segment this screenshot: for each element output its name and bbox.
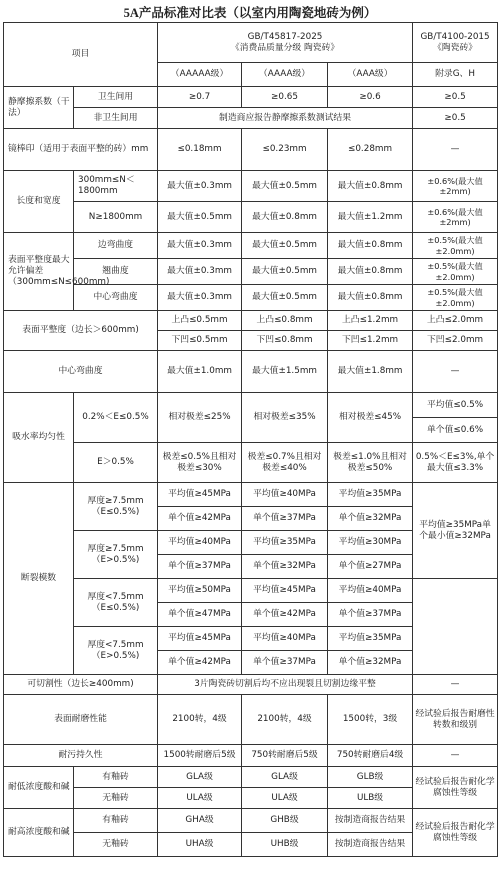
cell: 最大值±0.8mm [242, 202, 328, 233]
cell: 最大值±0.8mm [328, 171, 413, 202]
table-row [4, 675, 498, 695]
sub-label: 非卫生间用 [74, 108, 158, 129]
cell: UHA级 [158, 833, 242, 857]
sub-label: 中心弯曲度 [74, 285, 158, 311]
cell: 平均值≥35MPa单个最小值≥32MPa [413, 483, 498, 579]
cell: GHB级 [242, 809, 328, 833]
cell: 平均值≥45MPa [158, 483, 242, 507]
cell: 最大值±0.8mm [328, 233, 413, 259]
cell: 最大值±0.3mm [158, 285, 242, 311]
cell: 下凹≤1.2mm [328, 331, 413, 351]
cell: ≤0.18mm [158, 129, 242, 171]
sub-label: N≥1800mm [74, 202, 158, 233]
sub-label: 卫生间用 [74, 87, 158, 108]
cell: ≥0.6 [328, 87, 413, 108]
cell: 最大值±0.5mm [158, 202, 242, 233]
header-item: 项目 [4, 23, 158, 87]
cell: 单个值≤0.6% [413, 418, 498, 443]
table-row [4, 233, 498, 259]
cell: 0.5%＜E≤3%,单个最大值≤3.3% [413, 443, 498, 483]
cell: 经试验后报告耐化学腐蚀性等级 [413, 767, 498, 809]
cell: 平均值≥40MPa [242, 483, 328, 507]
header-standard-old [413, 23, 498, 63]
table-row [4, 311, 498, 331]
cell: 750转耐磨后5级 [242, 745, 328, 767]
sub-label: 无釉砖 [74, 788, 158, 809]
cell: UHB级 [242, 833, 328, 857]
cell: GLA级 [158, 767, 242, 788]
cell: 750转耐磨后4级 [328, 745, 413, 767]
cell: 最大值±1.8mm [328, 351, 413, 393]
row-label-static-friction: 静摩擦系数（干法） [4, 87, 74, 129]
cell: ≥0.7 [158, 87, 242, 108]
cell: 单个值≥32MPa [328, 507, 413, 531]
document-title: 5A产品标准对比表（以室内用陶瓷地砖为例） [123, 6, 377, 20]
table-row [4, 483, 498, 507]
cell: 1500转，3级 [328, 695, 413, 745]
row-label-high-acid: 耐高浓度酸和碱 [4, 809, 74, 857]
cell: 平均值≥35MPa [328, 627, 413, 651]
cell: 下凹≤2.0mm [413, 331, 498, 351]
cell: ±0.5%(最大值±2.0mm) [413, 233, 498, 259]
cell: 下凹≤0.5mm [158, 331, 242, 351]
sub-label: 厚度≥7.5mm（E≤0.5%) [74, 483, 158, 531]
cell: 相对极差≤45% [328, 393, 413, 443]
cell: 单个值≥37MPa [242, 651, 328, 675]
table-row [4, 745, 498, 767]
cell: 制造商应报告静摩擦系数测试结果 [158, 108, 413, 129]
cell: ±0.6%(最大值±2mm) [413, 202, 498, 233]
row-label-absorption: 吸水率均匀性 [4, 393, 74, 483]
cell: 2100转，4级 [242, 695, 328, 745]
cell: 经试验后报告耐磨性转数和级别 [413, 695, 498, 745]
cell: 最大值±1.5mm [242, 351, 328, 393]
cell: 最大值±0.3mm [158, 259, 242, 285]
cell: 平均值≥35MPa [328, 483, 413, 507]
cell: 平均值≥45MPa [242, 579, 328, 603]
row-label-length-width: 长度和宽度 [4, 171, 74, 233]
cell: 单个值≥37MPa [328, 603, 413, 627]
sub-label: 翘曲度 [74, 259, 158, 285]
cell: 最大值±0.5mm [242, 233, 328, 259]
cell-empty [413, 579, 498, 675]
cell: 单个值≥42MPa [158, 507, 242, 531]
cell: GHA级 [158, 809, 242, 833]
sub-label: 有釉砖 [74, 809, 158, 833]
cell: 极差≤0.7%且相对极差≤40% [242, 443, 328, 483]
cell: 相对极差≤25% [158, 393, 242, 443]
row-label-rupture: 断裂模数 [4, 483, 74, 675]
cell: ≤0.28mm [328, 129, 413, 171]
row-label-low-acid: 耐低浓度酸和碱 [4, 767, 74, 809]
cell: 平均值≤0.5% [413, 393, 498, 418]
grade-annex: 附录G、H [413, 63, 498, 87]
sub-label: 边弯曲度 [74, 233, 158, 259]
sub-label: 无釉砖 [74, 833, 158, 857]
cell: 平均值≥50MPa [158, 579, 242, 603]
cell: 最大值±1.0mm [158, 351, 242, 393]
cell: 平均值≥40MPa [158, 531, 242, 555]
cell: 单个值≥32MPa [328, 651, 413, 675]
sub-label: E＞0.5% [74, 443, 158, 483]
sub-label: 厚度<7.5mm（E>0.5%) [74, 627, 158, 675]
table-row [4, 809, 498, 833]
grade-4a: （AAAA级） [242, 63, 328, 87]
cell: 单个值≥37MPa [158, 555, 242, 579]
cell: 最大值±0.3mm [158, 233, 242, 259]
row-label-flatness-big: 表面平整度（边长＞600mm) [4, 311, 158, 351]
cell: 单个值≥47MPa [158, 603, 242, 627]
cell: 相对极差≤35% [242, 393, 328, 443]
table-row [4, 767, 498, 788]
table-row [4, 579, 498, 603]
cell: 上凸≤2.0mm [413, 311, 498, 331]
table-row [4, 171, 498, 202]
row-label-cuttable: 可切割性（边长≥400mm) [4, 675, 158, 695]
cell: 下凹≤0.8mm [242, 331, 328, 351]
cell: ULB级 [328, 788, 413, 809]
cell: 经试验后报告耐化学腐蚀性等级 [413, 809, 498, 857]
std1-name: 《消费品质量分级 陶瓷砖》 [230, 42, 340, 53]
cell: 最大值±0.5mm [242, 285, 328, 311]
cell: 上凸≤1.2mm [328, 311, 413, 331]
std1-code: GB/T45817-2025 [247, 31, 323, 42]
grade-3a: （AAA级） [328, 63, 413, 87]
row-label-flatness: 表面平整度最大允许偏差（300mm≤N≤600mm) [4, 233, 74, 311]
cell: 平均值≥40MPa [242, 627, 328, 651]
cell: 单个值≥27MPa [328, 555, 413, 579]
cell: 上凸≤0.5mm [158, 311, 242, 331]
cell: ±0.6%(最大值±2mm) [413, 171, 498, 202]
sub-label: 0.2%＜E≤0.5% [74, 393, 158, 443]
cell: 单个值≥42MPa [158, 651, 242, 675]
table-row [4, 285, 498, 311]
cell: 最大值±1.2mm [328, 202, 413, 233]
cell: ≥0.5 [413, 87, 498, 108]
cell: — [413, 675, 498, 695]
cell: 平均值≥35MPa [242, 531, 328, 555]
comparison-table [3, 22, 498, 857]
cell: ULA级 [242, 788, 328, 809]
cell: ≥0.5 [413, 108, 498, 129]
cell: 单个值≥32MPa [242, 555, 328, 579]
row-label-mirror: 镜棒印（适用于表面平整的砖）mm [4, 129, 158, 171]
cell: 上凸≤0.8mm [242, 311, 328, 331]
cell: 最大值±0.8mm [328, 285, 413, 311]
cell: 极差≤1.0%且相对极差≤50% [328, 443, 413, 483]
cell: 最大值±0.3mm [158, 171, 242, 202]
row-label-center-curve: 中心弯曲度 [4, 351, 158, 393]
cell: 最大值±0.8mm [328, 259, 413, 285]
table-row [4, 87, 498, 108]
cell: ≤0.23mm [242, 129, 328, 171]
row-label-stain: 耐污持久性 [4, 745, 158, 767]
sub-label: 300mm≤N＜1800mm [74, 171, 158, 202]
row-label-wear: 表面耐磨性能 [4, 695, 158, 745]
table-row [4, 129, 498, 171]
cell: GLA级 [242, 767, 328, 788]
table-row [4, 351, 498, 393]
sub-label: 有釉砖 [74, 767, 158, 788]
cell: ±0.5%(最大值±2.0mm) [413, 285, 498, 311]
cell: 单个值≥37MPa [242, 507, 328, 531]
cell: 按制造商报告结果 [328, 833, 413, 857]
cell: — [413, 745, 498, 767]
cell: 最大值±0.5mm [242, 171, 328, 202]
cell: 平均值≥45MPa [158, 627, 242, 651]
header-row [4, 23, 498, 63]
cell: 极差≤0.5%且相对极差≤30% [158, 443, 242, 483]
cell: ±0.5%(最大值±2.0mm) [413, 259, 498, 285]
table-row [4, 393, 498, 418]
cell: 1500转耐磨后5级 [158, 745, 242, 767]
grade-5a: （AAAAA级） [158, 63, 242, 87]
cell: 2100转，4级 [158, 695, 242, 745]
cell: 平均值≥40MPa [328, 579, 413, 603]
cell: 最大值±0.5mm [242, 259, 328, 285]
std2-name: 《陶瓷砖》 [433, 42, 478, 53]
cell: ≥0.65 [242, 87, 328, 108]
cell: 按制造商报告结果 [328, 809, 413, 833]
cell: 平均值≥30MPa [328, 531, 413, 555]
table-row [4, 443, 498, 483]
cell: GLB级 [328, 767, 413, 788]
table-row [4, 695, 498, 745]
cell: 单个值≥42MPa [242, 603, 328, 627]
sub-label: 厚度≥7.5mm（E>0.5%) [74, 531, 158, 579]
cell: ULA级 [158, 788, 242, 809]
table-row [4, 202, 498, 233]
cell: 3片陶瓷砖切割后均不应出现裂且切割边缘平整 [158, 675, 413, 695]
table-row [4, 108, 498, 129]
sub-label: 厚度<7.5mm（E≤0.5%) [74, 579, 158, 627]
std2-code: GB/T4100-2015 [420, 31, 490, 42]
cell: — [413, 129, 498, 171]
header-standard-new [158, 23, 413, 63]
cell: — [413, 351, 498, 393]
